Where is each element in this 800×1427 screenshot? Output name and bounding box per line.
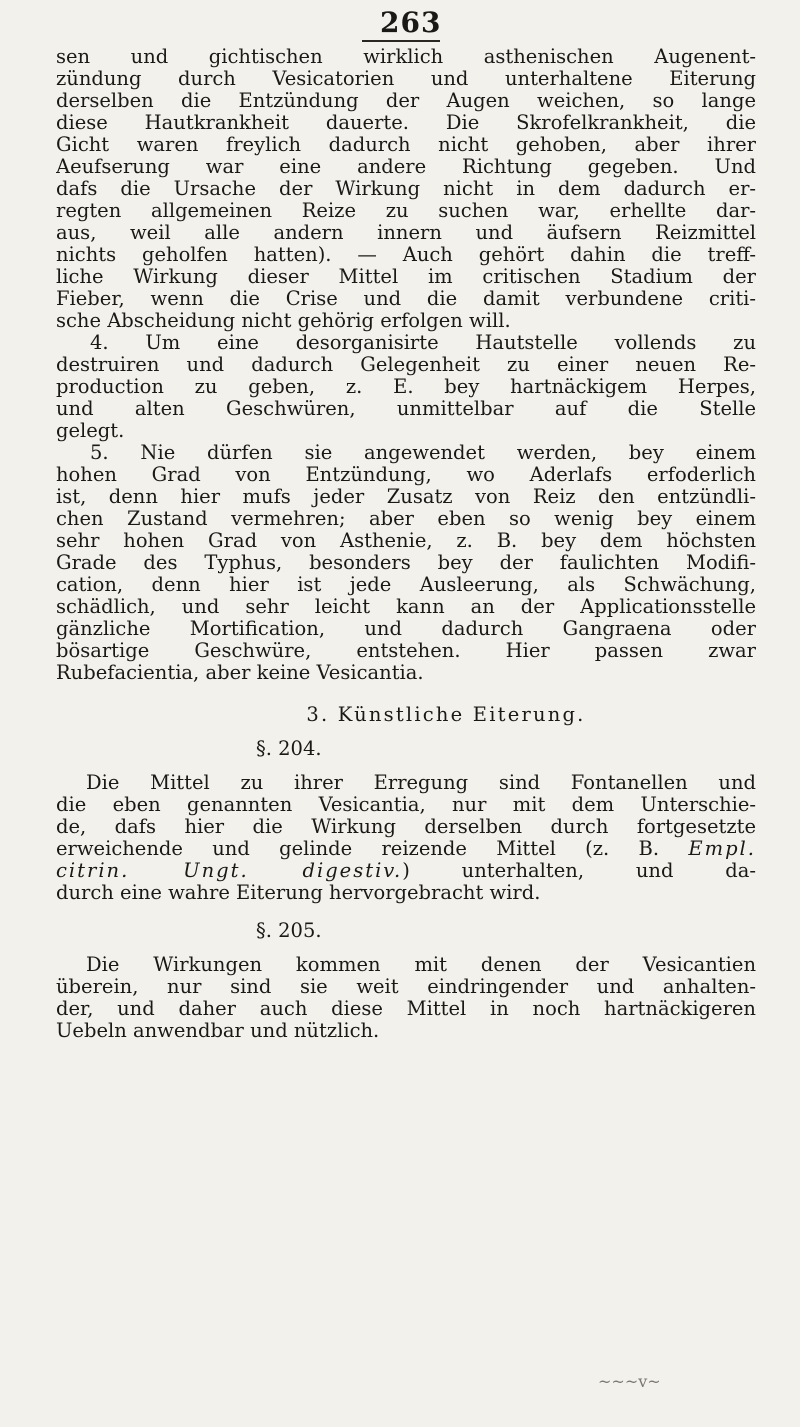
text-line: destruiren und dadurch Gelegenheit zu einer neuen Re- [56,354,756,376]
text-line: liche Wirkung dieser Mittel im critischen Stadium der [56,266,756,288]
text-line: die eben genannten Vesicantia, nur mit dem Unterschie- [56,794,756,816]
text-line: sehr hohen Grad von Asthenie, z. B. bey dem höchsten [56,530,756,552]
text-line: ist, denn hier mufs jeder Zusatz von Reiz den entzündli- [56,486,756,508]
text-line: dafs die Ursache der Wirkung nicht in dem dadurch er- [56,178,756,200]
text-line: gelegt. [56,420,125,442]
italic-term: Empl. [688,838,756,860]
text-line: Gicht waren freylich dadurch nicht gehoben, aber ihrer [56,134,756,156]
text-line: Aeufserung war eine andere Richtung gegeben. Und [56,156,756,178]
text-fragment: erweichende und gelinde reizende Mittel (z. B. [56,838,689,860]
text-line: Uebeln anwendbar und nützlich. [56,1020,380,1042]
text-line: 4. Um eine desorganisirte Hautstelle vollends zu [90,332,756,354]
text-line: Die Wirkungen kommen mit denen der Vesicantien [86,954,756,976]
text-line: durch eine wahre Eiterung hervorgebracht wird. [56,882,541,904]
text-line [56,860,756,882]
text-line: schädlich, und sehr leicht kann an der Applicationsstelle [56,596,756,618]
text-fragment: ) unterhalten, und da- [402,860,756,882]
text-line: 5. Nie dürfen sie angewendet werden, bey einem [90,442,756,464]
text-line: Die Mittel zu ihrer Erregung sind Fontanellen und [86,772,756,794]
footer-mark: ~~~v~ [598,1372,661,1391]
text-line: sen und gichtischen wirklich asthenischen Augenent- [56,46,756,68]
text-line [56,838,756,860]
section-number: §. 204. [256,737,322,760]
page-number: 263 [380,6,442,39]
text-line: diese Hautkrankheit dauerte. Die Skrofelkrankheit, die [56,112,756,134]
paragraph-5 [56,442,756,684]
body-text [56,46,756,1042]
paragraph-intro [56,46,756,332]
section-number: §. 205. [256,919,322,942]
text-line: überein, nur sind sie weit eindringender und anhalten- [56,976,756,998]
text-line: derselben die Entzündung der Augen weichen, so lange [56,90,756,112]
text-line: chen Zustand vermehren; aber eben so wenig bey einem [56,508,756,530]
text-line: bösartige Geschwüre, entstehen. Hier passen zwar [56,640,756,662]
text-line: der, und daher auch diese Mittel in noch hartnäckigeren [56,998,756,1020]
page-number-rule [362,40,440,42]
paragraph-4 [56,332,756,442]
text-line: production zu geben, z. E. bey hartnäckigem Herpes, [56,376,756,398]
text-line: hohen Grad von Entzündung, wo Aderlafs erfoderlich [56,464,756,486]
italic-term: citrin. Ungt. digestiv. [56,860,403,882]
text-line: Rubefacientia, aber keine Vesicantia. [56,662,424,684]
text-line: zündung durch Vesicatorien und unterhaltene Eiterung [56,68,756,90]
text-line: aus, weil alle andern innern und äufsern Reizmittel [56,222,756,244]
text-line: Grade des Typhus, besonders bey der faulichten Modifi- [56,552,756,574]
paragraph-204 [56,772,756,904]
text-line: cation, denn hier ist jede Ausleerung, als Schwächung, [56,574,756,596]
text-line: regten allgemeinen Reize zu suchen war, erhellte dar- [56,200,756,222]
section-heading: 3. Künstliche Eiterung. [306,703,586,726]
text-line: sche Abscheidung nicht gehörig erfolgen will. [56,310,511,332]
paragraph-205 [56,954,756,1042]
text-line: de, dafs hier die Wirkung derselben durch fortgesetzte [56,816,756,838]
text-line: Fieber, wenn die Crise und die damit verbundene criti- [56,288,756,310]
text-line: gänzliche Mortification, und dadurch Gangraena oder [56,618,756,640]
text-line: und alten Geschwüren, unmittelbar auf die Stelle [56,398,756,420]
text-line: nichts geholfen hatten). — Auch gehört dahin die treff- [56,244,756,266]
